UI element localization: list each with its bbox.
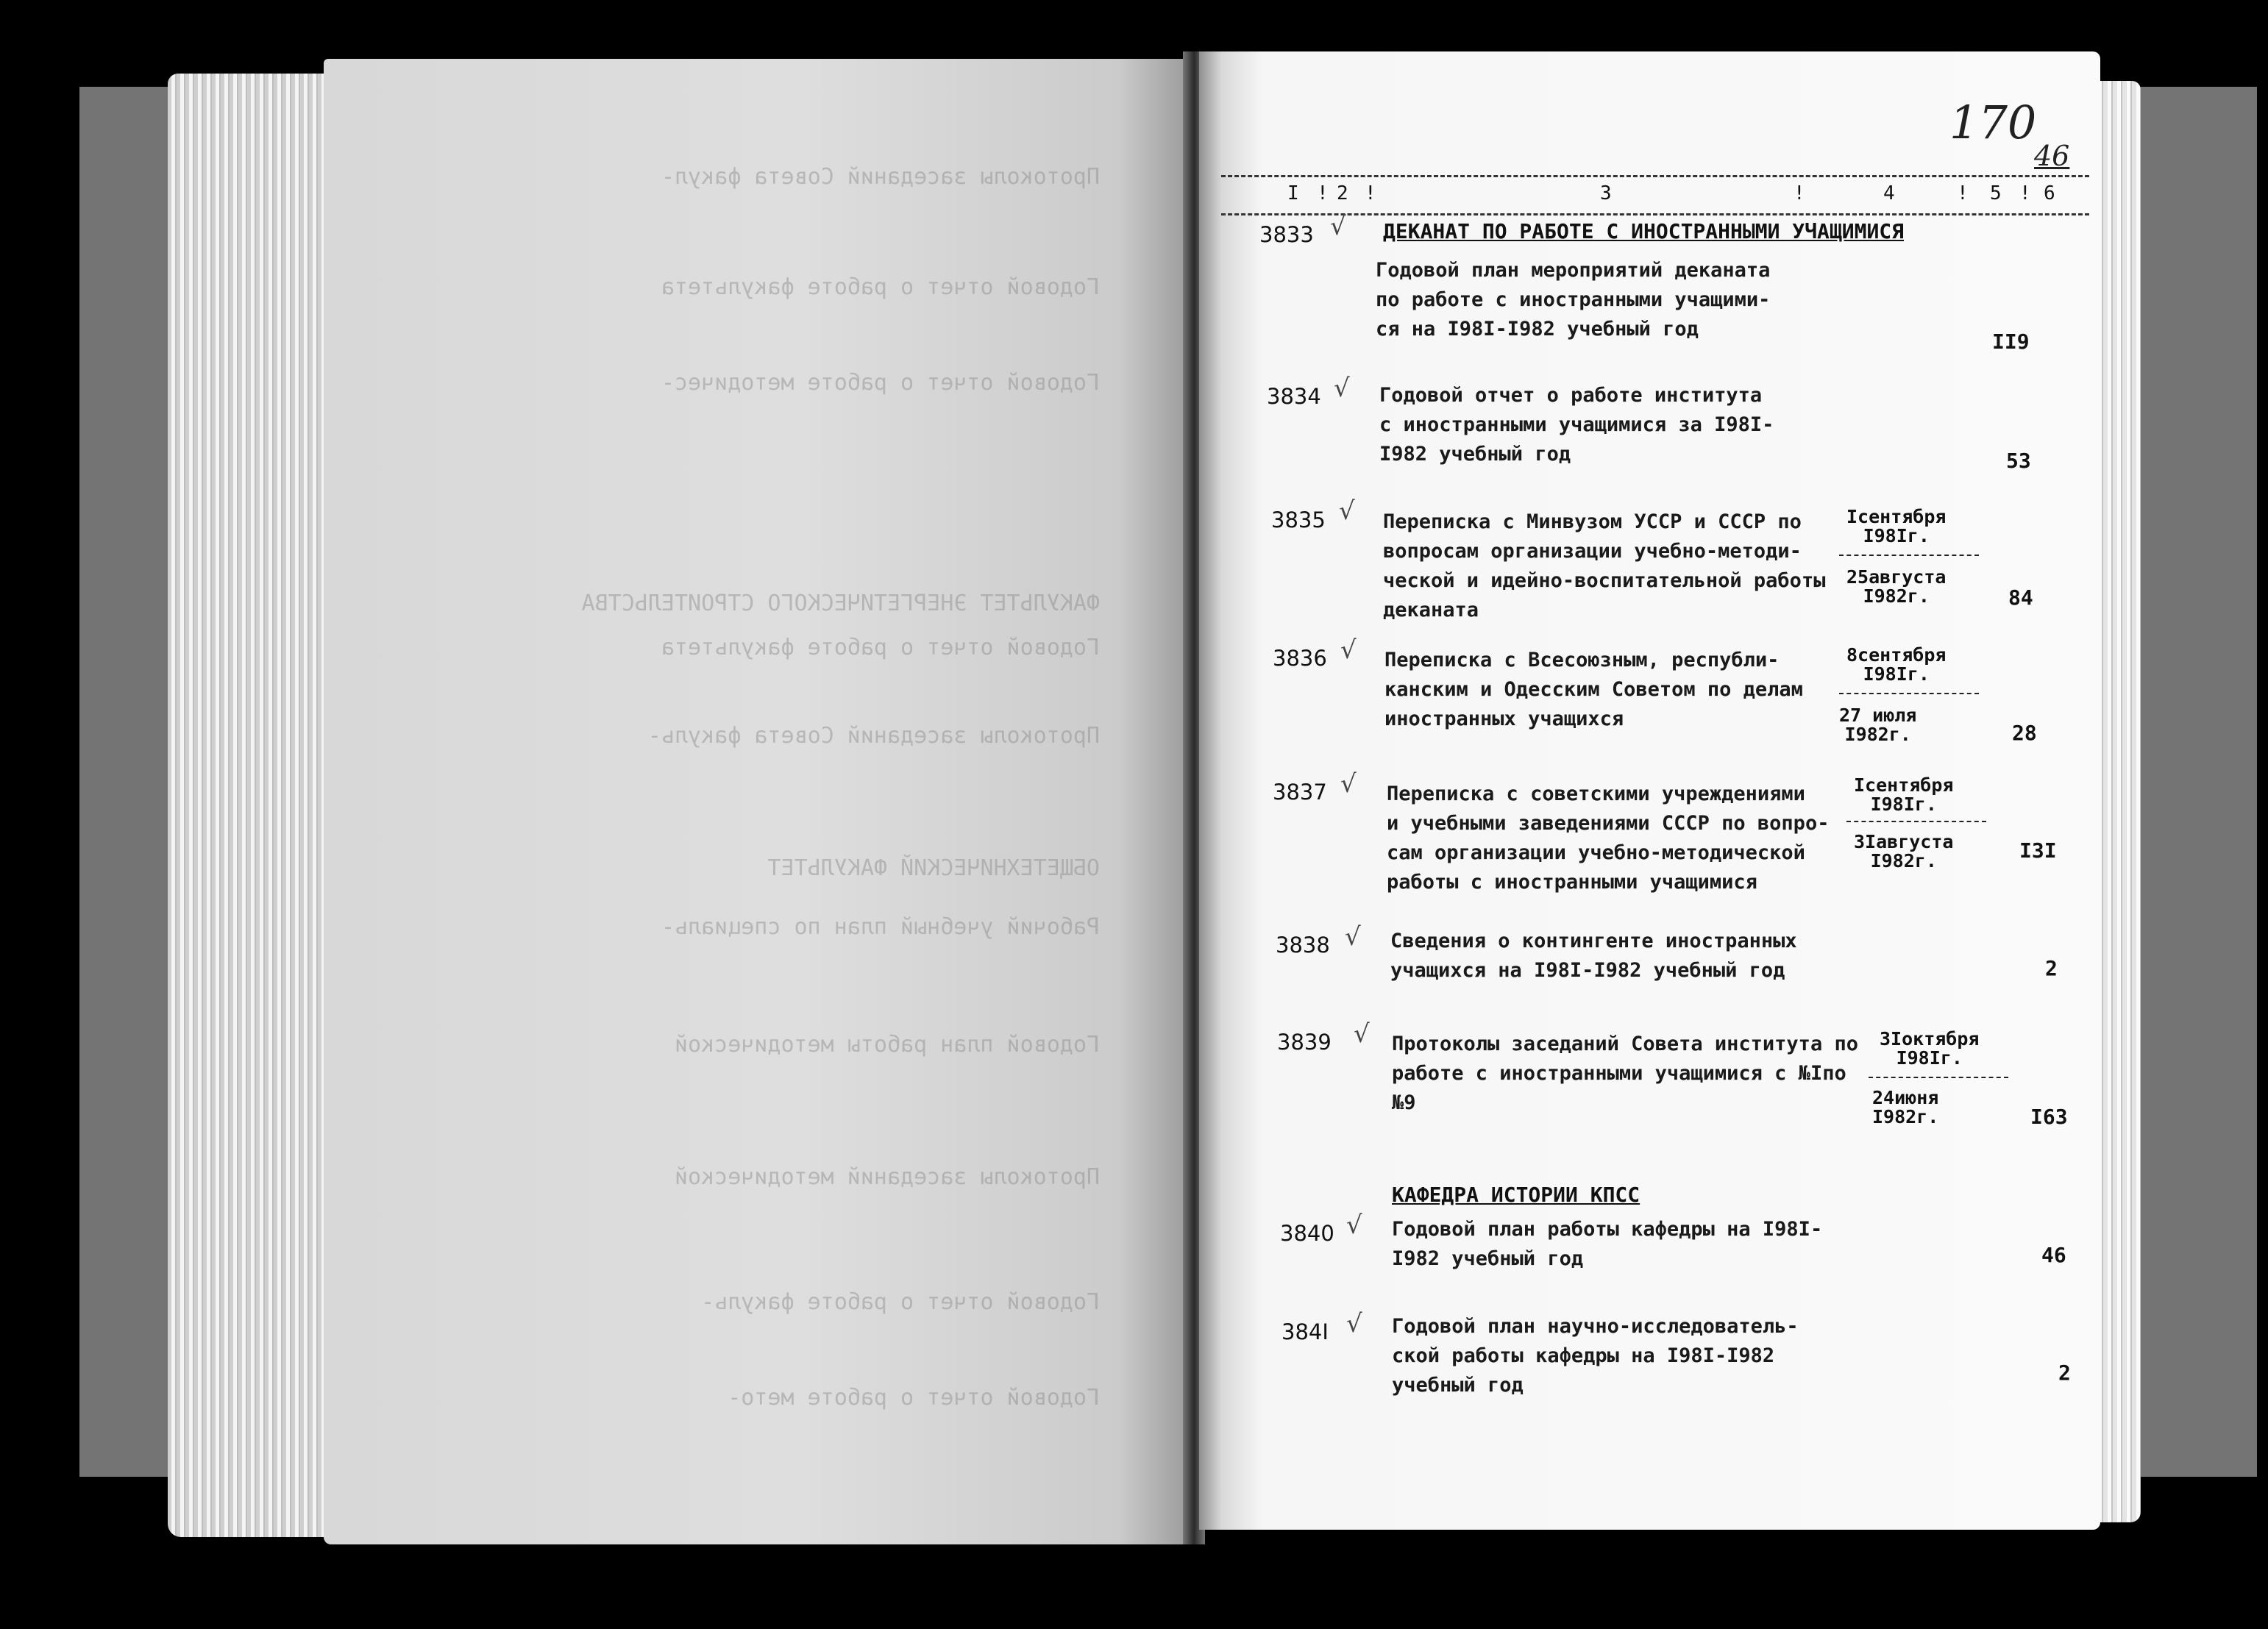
folio-number: 170: [1949, 96, 2037, 149]
col-sep: !: [2019, 182, 2031, 204]
row-number: 3840: [1280, 1221, 1334, 1246]
row-description: Переписка с Всесоюзным, республи- канским и Одесским Советом по делам иностранных учащихся: [1384, 649, 1803, 730]
row-number: 3835: [1271, 507, 1326, 532]
date-end: 3Iавгуста I982г.: [1854, 831, 1954, 871]
check-mark-icon: √: [1354, 1019, 1370, 1049]
check-mark-icon: √: [1346, 1211, 1362, 1240]
col-sep: !: [1794, 182, 1805, 204]
show-through-text: Протоколы заседаний Совета факул- Годовой отчет о работе факультета Годовой отчет о работе методичес- ФАКУЛЬТЕТ ЭНЕРГЕТИЧЕСКОГО СТРОИТЕЛЬСТВА Годовой отчет о работе факультета Протоколы заседаний Совета факуль- ОБЩЕТЕХНИЧЕСКИЙ ФАКУЛЬТЕТ Рабочий учебный план по специаль- Годовой план работы методической Протоколы заседаний методической Годовой отчет о работе факуль- Годовой отчет о работе мето-: [581, 164, 1100, 1411]
date-end: 24июня I982г.: [1872, 1087, 1939, 1127]
row-number: 3839: [1277, 1030, 1332, 1055]
date-separator: [1839, 555, 1979, 556]
row-description: Переписка с Минвузом УССР и СССР по вопросам организации учебно-методи- ческой и идейно-воспитательной работы деканата: [1383, 510, 1826, 621]
col-sep: !: [1957, 182, 1969, 204]
header-rule-bottom: [1221, 213, 2089, 215]
check-mark-icon: √: [1340, 769, 1357, 799]
row-count: 28: [2012, 721, 2037, 745]
row-count: 46: [2041, 1243, 2066, 1267]
check-mark-icon: √: [1345, 922, 1361, 952]
date-end: 27 июля I982г.: [1839, 705, 1917, 745]
check-mark-icon: √: [1334, 374, 1350, 403]
date-separator: [1839, 693, 1979, 694]
date-start: Iсентября I98Iг.: [1846, 506, 1947, 546]
row-count: 2: [2045, 956, 2058, 980]
check-mark-icon: √: [1346, 1309, 1362, 1339]
row-description: Годовой план мероприятий деканата по работе с иностранными учащими- ся на I98I-I982 учебный год: [1376, 259, 1771, 341]
header-rule-top: [1221, 175, 2089, 177]
row-number: 3833: [1259, 222, 1314, 247]
date-start: 3Iоктября I98Iг.: [1880, 1028, 1980, 1069]
section-title-kafedra: КАФЕДРА ИСТОРИИ КПСС: [1392, 1183, 1640, 1207]
row-number: 3838: [1276, 933, 1330, 958]
section-title-dekanat: ДЕКАНАТ ПО РАБОТЕ С ИНОСТРАННЫМИ УЧАЩИМИСЯ: [1383, 219, 1905, 243]
row-count: II9: [1992, 329, 2030, 354]
right-page: [1199, 51, 2100, 1530]
left-page: [324, 59, 1188, 1544]
col-4: 4: [1883, 182, 1895, 204]
row-description: Переписка с советскими учреждениями и учебными заведениями СССР по вопро- сам организации учебно-методической работы с иностранными учащимися: [1387, 783, 1830, 894]
col-3: 3: [1600, 182, 1612, 204]
date-start: Iсентября I98Iг.: [1854, 774, 1954, 815]
row-number: 3837: [1273, 780, 1327, 805]
col-sep: !: [1317, 182, 1329, 204]
col-2: 2: [1337, 182, 1348, 204]
col-sep: !: [1365, 182, 1376, 204]
row-description: Годовой отчет о работе института с иностранными учащимися за I98I- I982 учебный год: [1379, 384, 1774, 466]
row-description: Сведения о контингенте иностранных учащихся на I98I-I982 учебный год: [1390, 930, 1797, 982]
row-number: 3834: [1267, 384, 1321, 409]
check-mark-icon: √: [1340, 635, 1357, 665]
date-separator: [1869, 1077, 2008, 1078]
row-count: I63: [2030, 1105, 2068, 1129]
row-number: 3836: [1273, 646, 1327, 671]
row-count: I3I: [2019, 838, 2057, 863]
col-5: 5: [1990, 182, 2002, 204]
col-1: I: [1287, 182, 1299, 204]
row-count: 2: [2058, 1361, 2071, 1385]
row-description: Протоколы заседаний Совета института по работе с иностранными учащимися с №Iпо №9: [1392, 1033, 1858, 1114]
col-6: 6: [2044, 182, 2055, 204]
check-mark-icon: √: [1339, 496, 1355, 526]
row-count: 84: [2008, 585, 2033, 610]
row-count: 53: [2006, 449, 2031, 473]
row-description: Годовой план научно-исследователь- ской работы кафедры на I98I-I982 учебный год: [1392, 1315, 1799, 1397]
date-separator: [1846, 821, 1986, 822]
page-number: 46: [2034, 140, 2070, 172]
row-description: Годовой план работы кафедры на I98I- I982 учебный год: [1392, 1218, 1823, 1270]
date-end: 25августа I982г.: [1846, 566, 1947, 607]
date-start: 8сентября I98Iг.: [1846, 644, 1947, 685]
check-mark-icon: √: [1330, 212, 1346, 241]
row-number: 384I: [1281, 1319, 1329, 1344]
